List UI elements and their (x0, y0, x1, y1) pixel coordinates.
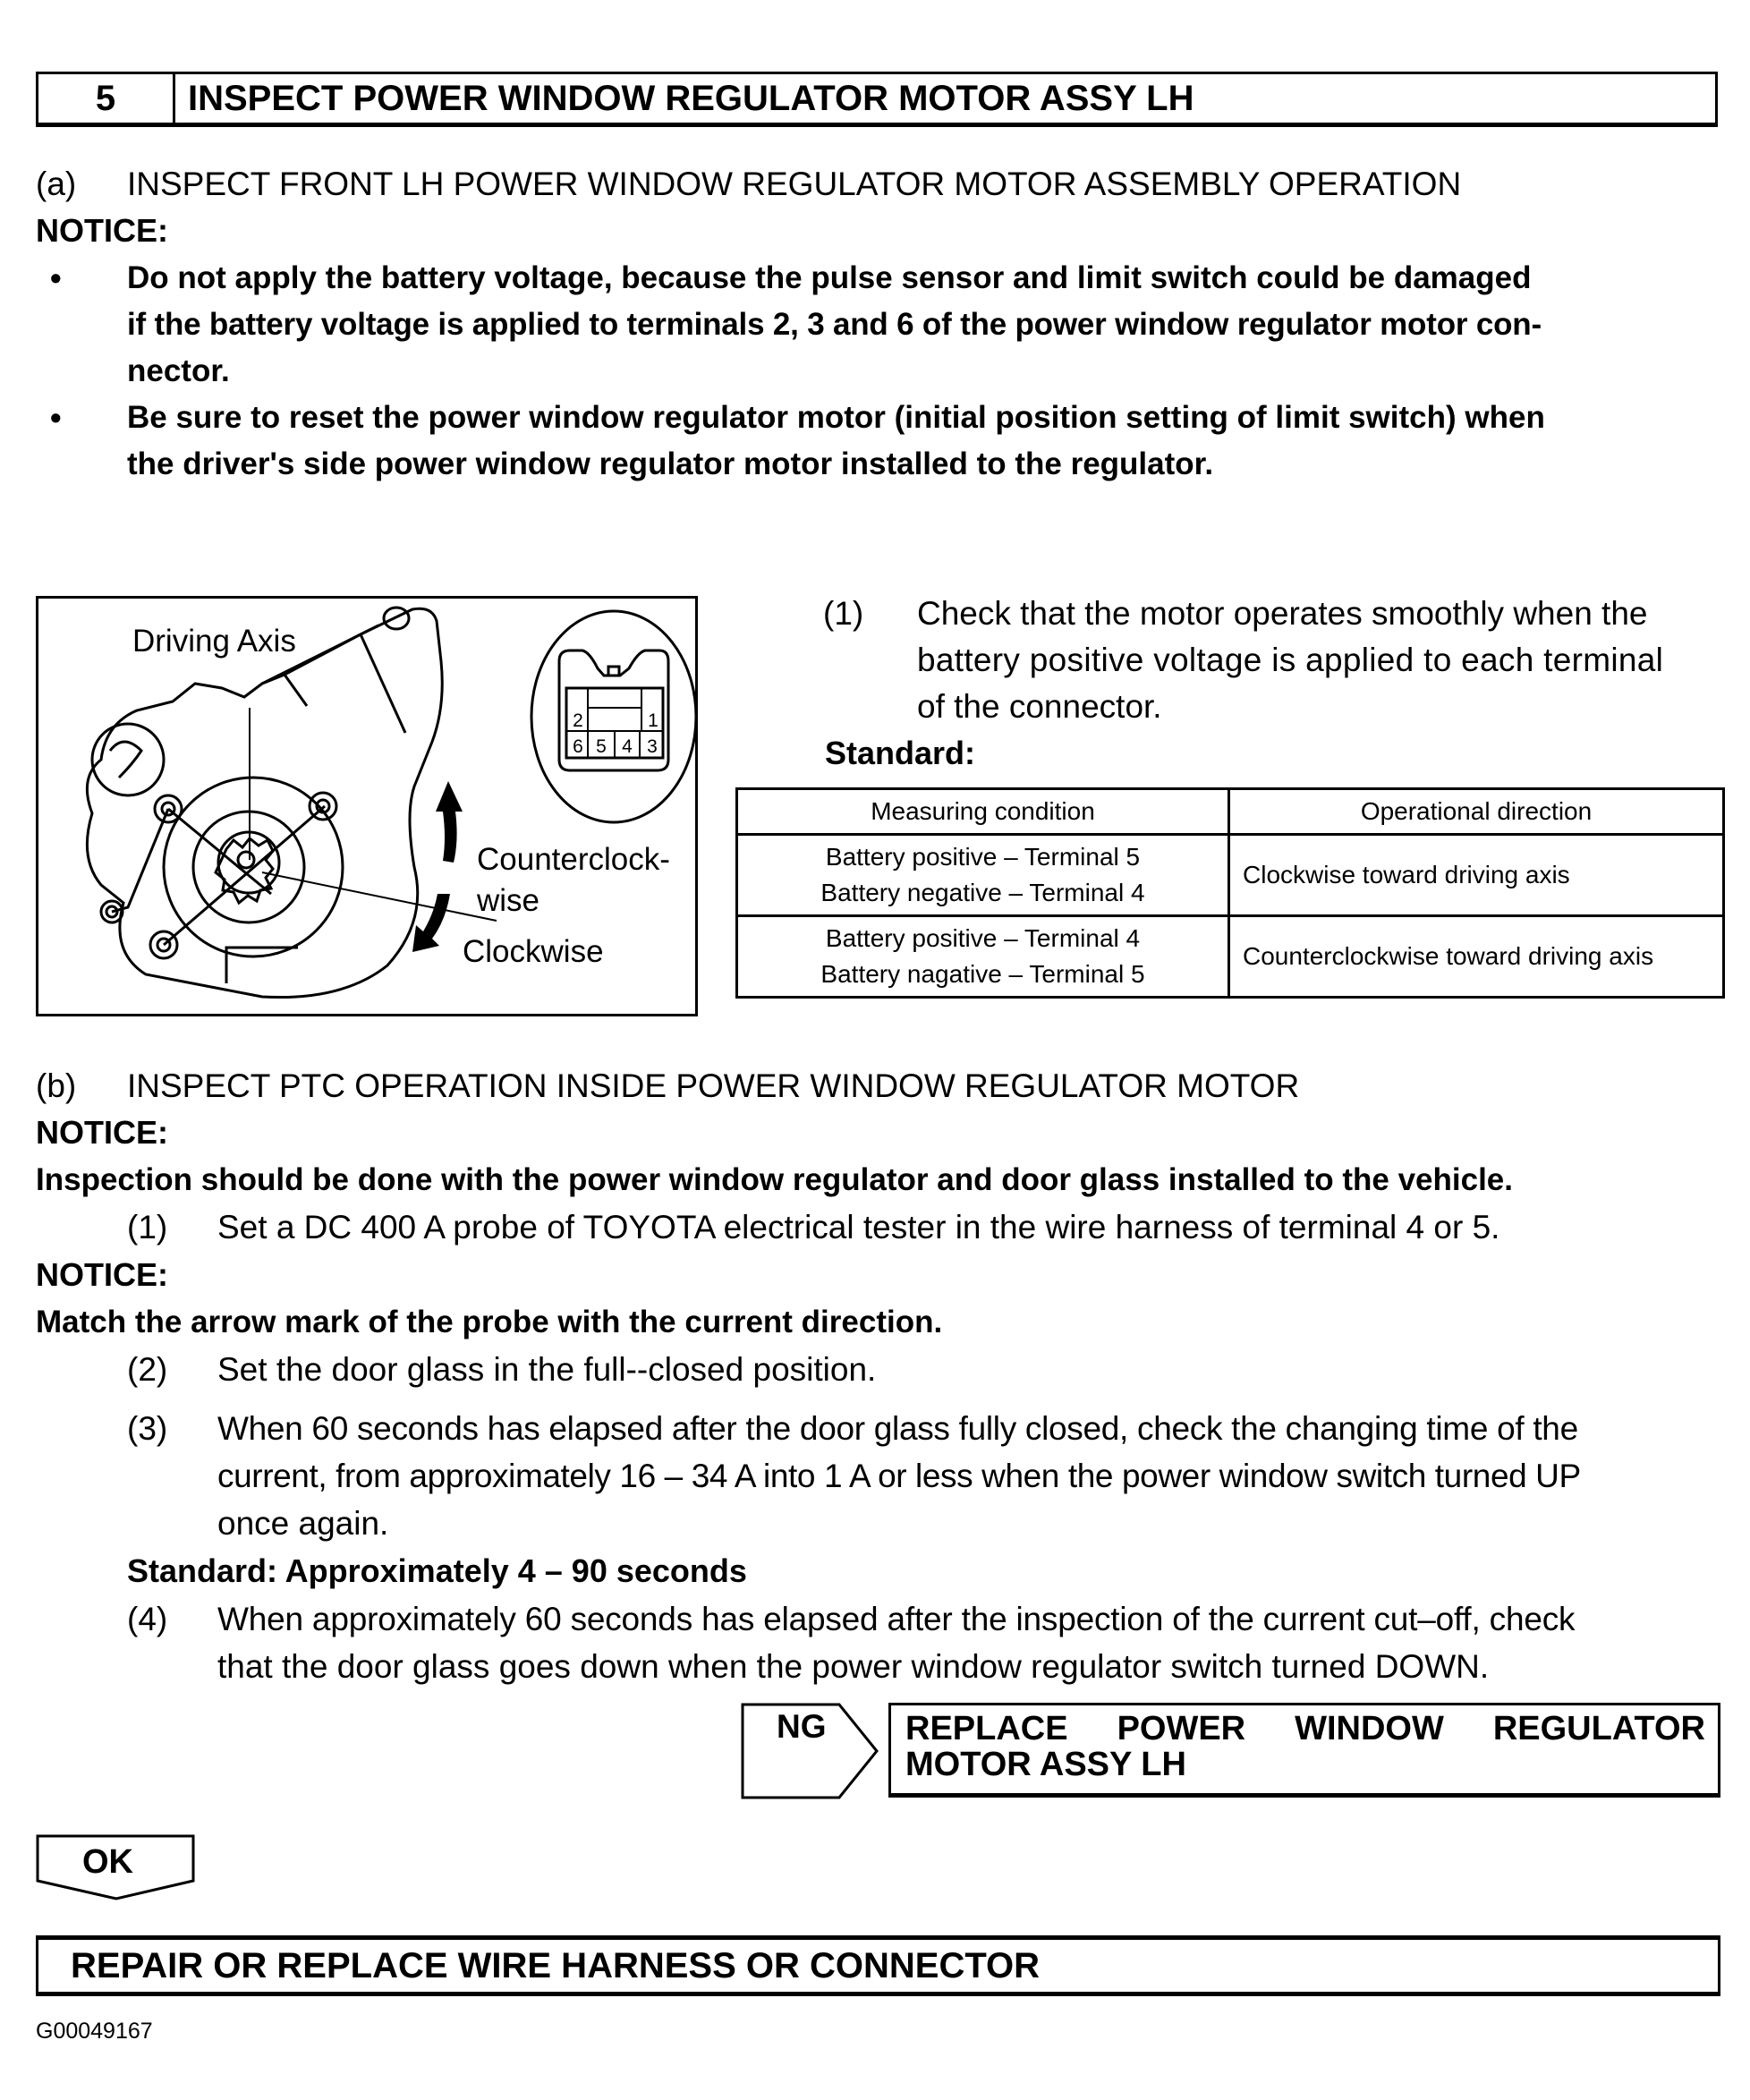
ng-action-word: REGULATOR (1492, 1710, 1705, 1747)
step-text: Check that the motor operates smoothly when the (917, 595, 1648, 632)
ng-action-line-1 (905, 1711, 1705, 1747)
section-a-title: INSPECT FRONT LH POWER WINDOW REGULATOR MOTOR ASSEMBLY OPERATION (127, 166, 1462, 202)
standard-table (735, 787, 1725, 999)
condition-line: Battery positive – Terminal 5 (825, 843, 1141, 871)
step-b1-label: (1) (127, 1209, 168, 1246)
notice-bullet-1-line-2: if the battery voltage is applied to terminals 2, 3 and 6 of the power window regulator motor con- (127, 307, 1542, 342)
terminal-number: 3 (647, 736, 658, 757)
step-b4-line-1: When approximately 60 seconds has elapsed after the inspection of the current cut–off, check (217, 1601, 1576, 1637)
table-cell-condition (737, 835, 1229, 916)
condition-line: Battery nagative – Terminal 5 (820, 960, 1145, 988)
step-b2-text: Set the door glass in the full--closed position. (217, 1351, 877, 1388)
table-header: Operational direction (1229, 789, 1724, 835)
ng-action-box (888, 1703, 1720, 1798)
step-b3-line-2: current, from approximately 16 – 34 A into 1 A or less when the power window switch turned UP (217, 1458, 1581, 1494)
step-title: INSPECT POWER WINDOW REGULATOR MOTOR ASSY LH (188, 79, 1194, 118)
ok-label: OK (82, 1843, 133, 1881)
step-a1-line-1 (917, 591, 1722, 637)
table-header-row (737, 789, 1724, 835)
terminal-number: 5 (596, 736, 607, 757)
terminal-number: 1 (648, 710, 658, 731)
standard-label: Standard: (825, 735, 976, 771)
step-a1-line-2: battery positive voltage is applied to each terminal (917, 642, 1664, 678)
step-b3-label: (3) (127, 1410, 168, 1447)
section-a-label: (a) (36, 166, 77, 202)
ng-action-word: WINDOW (1295, 1710, 1444, 1747)
notice-bullet-1-line-1 (127, 255, 1722, 302)
condition-line: Battery positive – Terminal 4 (825, 924, 1141, 952)
ok-arrow-box (36, 1834, 197, 1900)
section-b-title: INSPECT PTC OPERATION INSIDE POWER WINDOW REGULATOR MOTOR (127, 1067, 1300, 1104)
notice-text: Inspection should be done with the power window regulator and door glass installed to the vehicle. (36, 1162, 1513, 1197)
motor-diagram (36, 596, 698, 1016)
step-a1-label: (1) (823, 595, 864, 632)
notice-label: NOTICE: (36, 1256, 168, 1293)
table-row (737, 916, 1724, 998)
terminal-number: 2 (573, 710, 583, 731)
step-b3-line-1: When 60 seconds has elapsed after the door glass fully closed, check the changing time of the (217, 1410, 1578, 1447)
notice-label: NOTICE: (36, 212, 168, 249)
table-cell-direction: Counterclockwise toward driving axis (1229, 916, 1724, 998)
step-b1-text: Set a DC 400 A probe of TOYOTA electrical tester in the wire harness of terminal 4 or 5. (217, 1209, 1500, 1246)
terminal-number: 6 (573, 736, 583, 757)
ng-action-line-2: MOTOR ASSY LH (905, 1746, 1186, 1783)
condition-line: Battery negative – Terminal 4 (820, 879, 1145, 906)
notice-bullet-2-line-2: the driver's side power window regulator motor installed to the regulator. (127, 446, 1214, 481)
table-cell-condition (737, 916, 1229, 998)
step-b4-label: (4) (127, 1601, 168, 1637)
step-b3-line-3: once again. (217, 1505, 389, 1542)
ng-label: NG (777, 1708, 827, 1745)
table-cell-direction: Clockwise toward driving axis (1229, 835, 1724, 916)
ng-action-word: REPLACE (905, 1710, 1068, 1747)
table-row (737, 835, 1724, 916)
standard-value: Standard: Approximately 4 – 90 seconds (127, 1552, 747, 1589)
table-header: Measuring condition (737, 789, 1229, 835)
step-number: 5 (38, 74, 175, 123)
notice-text: Match the arrow mark of the probe with the current direction. (36, 1305, 943, 1339)
ok-action-box: REPAIR OR REPLACE WIRE HARNESS OR CONNECTOR (36, 1935, 1720, 1996)
notice-label: NOTICE: (36, 1114, 168, 1151)
step-b2-label: (2) (127, 1351, 168, 1388)
clockwise-label: Clockwise (463, 934, 604, 969)
document-id: G00049167 (36, 2019, 153, 2044)
notice-text: Do not apply the battery voltage, because the pulse sensor and limit switch could be damaged (127, 260, 1532, 295)
rotation-arrow-icon (412, 781, 463, 952)
bullet-icon: • (50, 399, 62, 436)
ng-action-word: POWER (1117, 1710, 1246, 1747)
notice-bullet-1-line-3: nector. (127, 353, 230, 388)
step-b4-line-2: that the door glass goes down when the power window regulator switch turned DOWN. (217, 1648, 1490, 1685)
bullet-icon: • (50, 259, 62, 296)
terminal-number: 4 (622, 736, 633, 757)
counterclockwise-label: Counterclock- (477, 842, 670, 877)
step-header (36, 72, 1718, 127)
notice-bullet-2-line-1: Be sure to reset the power window regulator motor (initial position setting of limit switch) when (127, 400, 1545, 435)
ng-arrow-box (741, 1703, 884, 1799)
step-a1-line-3: of the connector. (917, 688, 1162, 725)
counterclockwise-label-cont: wise (477, 883, 540, 918)
driving-axis-label: Driving Axis (132, 624, 296, 659)
section-b-label: (b) (36, 1067, 77, 1104)
